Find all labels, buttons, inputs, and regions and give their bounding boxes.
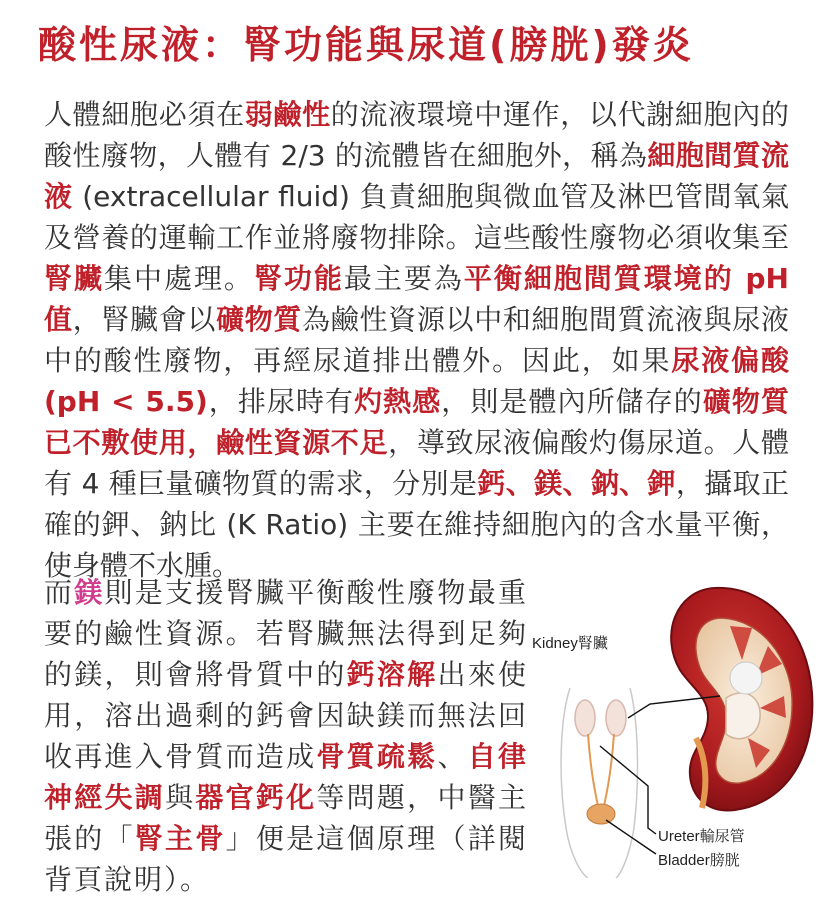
- bladder-small: [587, 804, 615, 824]
- body-text: 而: [44, 576, 75, 609]
- highlight-text: 自律神經失調: [44, 740, 528, 814]
- paragraph-magnesium: [44, 572, 528, 900]
- body-text: (extracellular fluid) 負責細胞與微血管及淋巴管間氧氣及營養的運輸工作並將廢物排除。這些酸性廢物必須收集至: [44, 180, 789, 254]
- highlight-text: 灼熱感: [354, 385, 442, 418]
- highlight-text: 腎臟: [44, 262, 104, 295]
- paragraph-acid-urine: [44, 94, 789, 586]
- highlight-text: 腎功能: [253, 262, 344, 295]
- bladder-label: Bladder膀胱: [658, 852, 740, 869]
- body-text: 人體細胞必須在: [44, 98, 245, 131]
- body-text: 為鹼性資源以中和細胞間質流液與尿液中的酸性廢物，再經尿道排出體外。因此，如果: [44, 303, 789, 377]
- highlight-text: 平衡細胞間質環境的 pH 值: [44, 262, 789, 336]
- ureter-label: Ureter輸尿管: [658, 828, 745, 845]
- body-text: ，腎臟會以: [72, 303, 217, 336]
- page-title: 酸性尿液：腎功能與尿道(膀胱)發炎: [38, 23, 694, 67]
- body-text: 」便是這個原理（詳閱背頁說明）。: [44, 822, 528, 896]
- body-text: ，則是體內所儲存的: [441, 385, 703, 418]
- highlight-text: 鈣溶解: [346, 658, 438, 691]
- kidney-illustration: [530, 578, 820, 878]
- body-text: 集中處理。: [103, 262, 254, 295]
- highlight-text: 骨質疏鬆: [316, 740, 438, 773]
- highlight-text: 細胞間質流液: [44, 139, 789, 213]
- kidney-label: Kidney腎臟: [532, 635, 608, 652]
- body-text: 與: [165, 781, 196, 814]
- highlight-text: 礦物質: [216, 303, 303, 336]
- highlight-text: 尿液偏酸 (pH < 5.5): [44, 344, 789, 418]
- magnesium-highlight: 鎂: [74, 576, 105, 609]
- highlight-text: 鈣、鎂、鈉、鉀: [477, 467, 676, 500]
- body-text: ，攝取正確的鉀、鈉比 (K Ratio) 主要在維持細胞內的含水量平衡，使身體不水腫。: [44, 467, 789, 582]
- body-text: 出來使用，溶出過剩的鈣會因缺鎂而無法回收再進入骨質而造成: [44, 658, 528, 773]
- body-text: 等問題，中醫主張的「: [44, 781, 528, 855]
- body-text: ，排尿時有: [207, 385, 355, 418]
- highlight-text: 器官鈣化: [195, 781, 317, 814]
- ureter-small: [588, 734, 614, 806]
- body-silhouette: [561, 688, 637, 878]
- body-text: 、: [437, 740, 468, 773]
- body-text: 最主要為: [343, 262, 464, 295]
- highlight-text: 弱鹼性: [244, 98, 331, 131]
- highlight-text: 礦物質已不敷使用，鹼性資源不足: [44, 385, 789, 459]
- body-text: ，導致尿液偏酸灼傷尿道。人體有 4 種巨量礦物質的需求，分別是: [44, 426, 789, 500]
- body-text: 的流液環境中運作，以代謝細胞內的酸性廢物，人體有 2/3 的流體皆在細胞外，稱為: [44, 98, 789, 172]
- body-text: 則是支援腎臟平衡酸性廢物最重要的鹼性資源。若腎臟無法得到足夠的鎂，則會將骨質中的: [44, 576, 528, 691]
- highlight-text: 腎主骨: [134, 822, 226, 855]
